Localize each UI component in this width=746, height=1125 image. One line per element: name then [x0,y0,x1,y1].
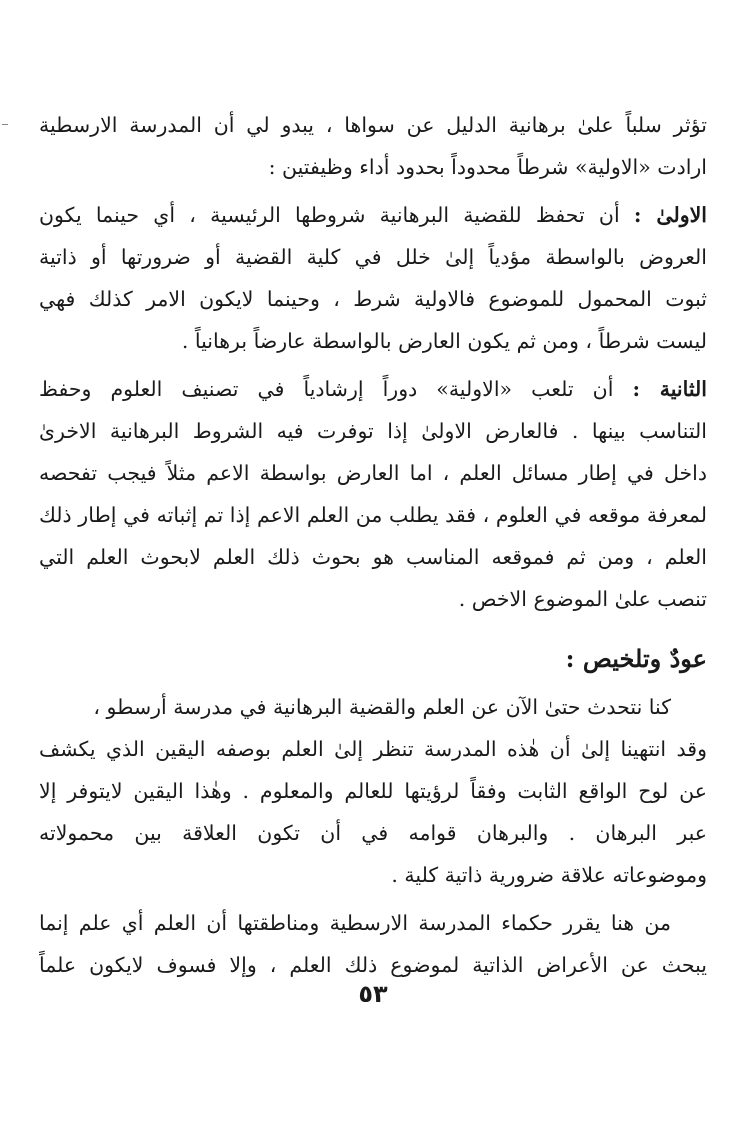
text-fragment: أن تلعب «الاولية» دوراً إرشادياً في تصنيف العلوم وحفظ [39,377,614,401]
paragraph-second-function [39,368,707,620]
text-line: عبر البرهان . والبرهان قوامه في أن تكون العلاقة بين محمولاته [39,821,707,845]
paragraph-lead-label: الاولىٰ : [633,203,707,227]
section-heading: عودٌ وتلخيص : [565,644,707,673]
text-line: لمعرفة موقعه في العلوم ، فقد يطلب من العلم الاعم إذا تم إثباته في إطار ذلك [39,503,707,527]
text-fragment: أن تحفظ للقضية البرهانية شروطها الرئيسية ، أي حينما يكون [39,203,620,227]
paragraph-first-function [39,194,707,362]
text-line: تؤثر سلباً علىٰ برهانية الدليل عن سواها ، يبدو لي أن المدرسة الارسطية [39,113,707,137]
text-line: كنا نتحدث حتىٰ الآن عن العلم والقضية البرهانية في مدرسة أرسطو ، [93,695,671,719]
body-text [39,104,707,986]
text-line: من هنا يقرر حكماء المدرسة الارسطية ومناطقتها أن العلم أي علم إنما [39,911,671,935]
text-line [39,194,707,236]
text-line: التناسب بينها . فالعارض الاولىٰ إذا توفرت فيه الشروط البرهانية الاخرىٰ [39,419,707,443]
paragraph-continuation [39,104,707,188]
page-number: ٥٣ [358,980,388,1008]
text-line: تنصب علىٰ الموضوع الاخص . [458,587,707,611]
text-line: عن لوح الواقع الثابت وفقاً لرؤيتها للعالم والمعلوم . وهٰذا اليقين لايتوفر إلا [39,779,707,803]
text-line: وموضوعاته علاقة ضرورية ذاتية كلية . [391,863,707,887]
text-line: يبحث عن الأعراض الذاتية لموضوع ذلك العلم ، وإلا فسوف لايكون علماً [39,953,707,977]
text-line: العلم ، ومن ثم فموقعه المناسب هو بحوث ذلك العلم لابحوث العلم التي [39,545,707,569]
text-line: ثبوت المحمول للموضوع فالاولية شرط ، وحينما لايكون الامر كذلك فهي [39,287,707,311]
paragraph-lead-label: الثانية : [632,377,707,401]
text-line: ارادت «الاولية» شرطاً محدوداً بحدود أداء وظيفتين : [268,155,707,179]
margin-mark [2,124,8,125]
paragraph-summary [39,686,707,896]
paragraph-conclusion [39,902,707,986]
text-line: داخل في إطار مسائل العلم ، اما العارض بواسطة الاعم مثلاً فيجب تفحصه [39,461,707,485]
text-line: وقد انتهينا إلىٰ أن هٰذه المدرسة تنظر إلىٰ العلم بوصفه اليقين الذي يكشف [39,737,707,761]
text-line [39,368,707,410]
text-line: ليست شرطاً ، ومن ثم يكون العارض بالواسطة عارضاً برهانياً . [181,329,707,353]
text-line: العروض بالواسطة مؤدياً إلىٰ خلل في كلية القضية أو ضرورتها أو ذاتية [39,245,707,269]
